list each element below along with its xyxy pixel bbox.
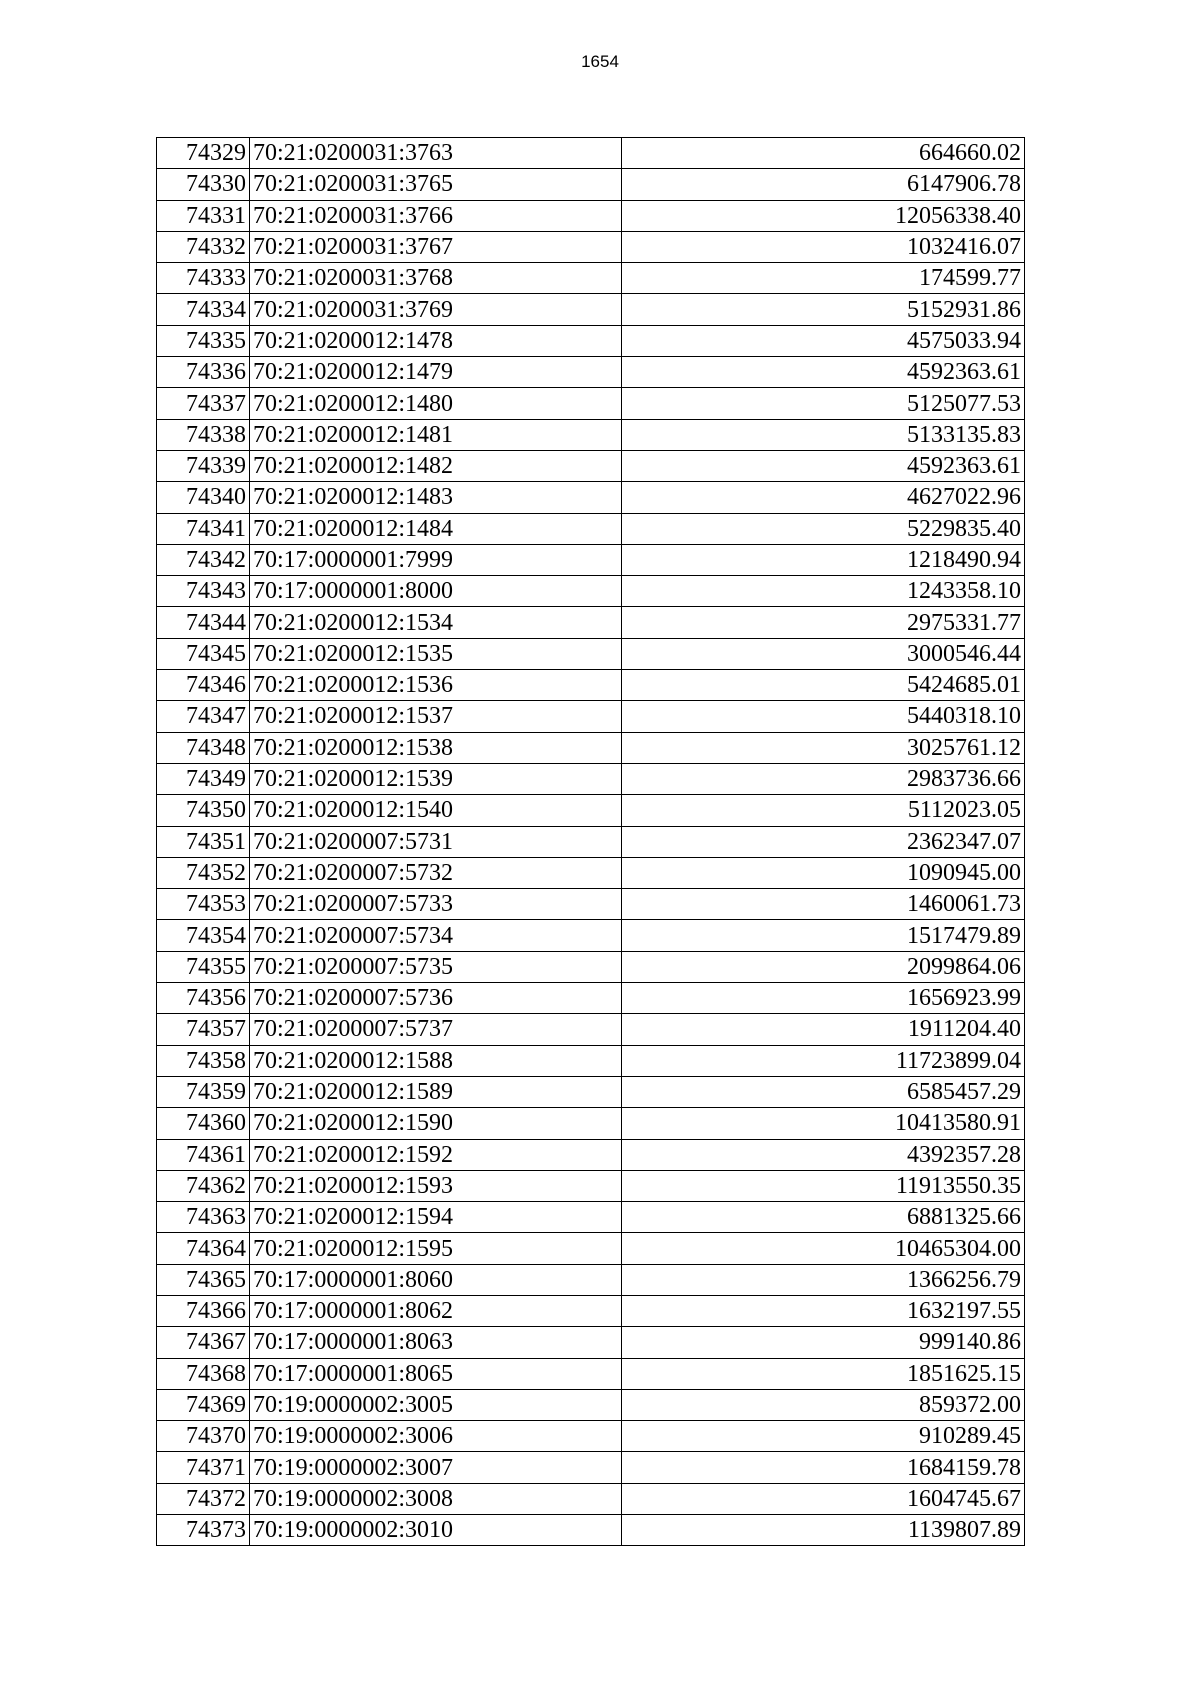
cadastral-number-cell: 70:21:0200012:1540 bbox=[250, 795, 622, 826]
cadastral-value-cell: 6881325.66 bbox=[622, 1202, 1025, 1233]
cadastral-value-cell: 1460061.73 bbox=[622, 889, 1025, 920]
cadastral-number-cell: 70:21:0200007:5731 bbox=[250, 826, 622, 857]
row-number-cell: 74329 bbox=[157, 138, 250, 169]
cadastral-number-cell: 70:21:0200012:1482 bbox=[250, 450, 622, 481]
row-number-cell: 74365 bbox=[157, 1264, 250, 1295]
row-number-cell: 74348 bbox=[157, 732, 250, 763]
cadastral-value-cell: 12056338.40 bbox=[622, 200, 1025, 231]
table-row bbox=[157, 388, 1025, 419]
cadastral-value-cell: 5133135.83 bbox=[622, 419, 1025, 450]
cadastral-value-cell: 1656923.99 bbox=[622, 983, 1025, 1014]
table-row bbox=[157, 1358, 1025, 1389]
cadastral-value-cell: 1684159.78 bbox=[622, 1452, 1025, 1483]
table-row bbox=[157, 1233, 1025, 1264]
cadastral-value-cell: 1517479.89 bbox=[622, 920, 1025, 951]
row-number-cell: 74373 bbox=[157, 1515, 250, 1546]
row-number-cell: 74345 bbox=[157, 638, 250, 669]
table-row bbox=[157, 951, 1025, 982]
table-row bbox=[157, 1076, 1025, 1107]
cadastral-value-cell: 4627022.96 bbox=[622, 482, 1025, 513]
row-number-cell: 74369 bbox=[157, 1389, 250, 1420]
row-number-cell: 74352 bbox=[157, 857, 250, 888]
table-row bbox=[157, 1014, 1025, 1045]
cadastral-value-cell: 1632197.55 bbox=[622, 1295, 1025, 1326]
row-number-cell: 74340 bbox=[157, 482, 250, 513]
row-number-cell: 74364 bbox=[157, 1233, 250, 1264]
table-row bbox=[157, 357, 1025, 388]
row-number-cell: 74346 bbox=[157, 670, 250, 701]
row-number-cell: 74341 bbox=[157, 513, 250, 544]
table-row bbox=[157, 576, 1025, 607]
cadastral-number-cell: 70:19:0000002:3008 bbox=[250, 1483, 622, 1514]
row-number-cell: 74333 bbox=[157, 263, 250, 294]
table-row bbox=[157, 1389, 1025, 1420]
cadastral-value-cell: 5152931.86 bbox=[622, 294, 1025, 325]
cadastral-number-cell: 70:19:0000002:3010 bbox=[250, 1515, 622, 1546]
table-row bbox=[157, 857, 1025, 888]
cadastral-value-table bbox=[156, 137, 1025, 1546]
cadastral-number-cell: 70:17:0000001:8062 bbox=[250, 1295, 622, 1326]
row-number-cell: 74335 bbox=[157, 325, 250, 356]
row-number-cell: 74331 bbox=[157, 200, 250, 231]
cadastral-number-cell: 70:21:0200031:3765 bbox=[250, 169, 622, 200]
table-row bbox=[157, 513, 1025, 544]
table-row bbox=[157, 1139, 1025, 1170]
row-number-cell: 74332 bbox=[157, 231, 250, 262]
row-number-cell: 74351 bbox=[157, 826, 250, 857]
cadastral-number-cell: 70:17:0000001:8063 bbox=[250, 1327, 622, 1358]
cadastral-number-cell: 70:21:0200012:1483 bbox=[250, 482, 622, 513]
row-number-cell: 74353 bbox=[157, 889, 250, 920]
cadastral-number-cell: 70:21:0200012:1595 bbox=[250, 1233, 622, 1264]
cadastral-number-cell: 70:19:0000002:3007 bbox=[250, 1452, 622, 1483]
cadastral-value-cell: 2362347.07 bbox=[622, 826, 1025, 857]
table-row bbox=[157, 200, 1025, 231]
row-number-cell: 74330 bbox=[157, 169, 250, 200]
cadastral-value-cell: 1604745.67 bbox=[622, 1483, 1025, 1514]
cadastral-number-cell: 70:21:0200007:5734 bbox=[250, 920, 622, 951]
page-number: 1654 bbox=[581, 52, 619, 71]
cadastral-number-cell: 70:21:0200031:3768 bbox=[250, 263, 622, 294]
table-row bbox=[157, 325, 1025, 356]
row-number-cell: 74354 bbox=[157, 920, 250, 951]
cadastral-number-cell: 70:21:0200031:3769 bbox=[250, 294, 622, 325]
cadastral-value-cell: 6147906.78 bbox=[622, 169, 1025, 200]
cadastral-value-cell: 664660.02 bbox=[622, 138, 1025, 169]
table-row bbox=[157, 607, 1025, 638]
cadastral-value-cell: 174599.77 bbox=[622, 263, 1025, 294]
cadastral-value-cell: 10465304.00 bbox=[622, 1233, 1025, 1264]
table-row bbox=[157, 1421, 1025, 1452]
table-row bbox=[157, 763, 1025, 794]
table-row bbox=[157, 169, 1025, 200]
cadastral-value-cell: 3025761.12 bbox=[622, 732, 1025, 763]
cadastral-value-cell: 1366256.79 bbox=[622, 1264, 1025, 1295]
cadastral-number-cell: 70:17:0000001:8065 bbox=[250, 1358, 622, 1389]
cadastral-value-cell: 11723899.04 bbox=[622, 1045, 1025, 1076]
row-number-cell: 74363 bbox=[157, 1202, 250, 1233]
row-number-cell: 74368 bbox=[157, 1358, 250, 1389]
row-number-cell: 74370 bbox=[157, 1421, 250, 1452]
cadastral-value-cell: 1243358.10 bbox=[622, 576, 1025, 607]
cadastral-value-cell: 1032416.07 bbox=[622, 231, 1025, 262]
cadastral-number-cell: 70:17:0000001:8060 bbox=[250, 1264, 622, 1295]
row-number-cell: 74350 bbox=[157, 795, 250, 826]
row-number-cell: 74334 bbox=[157, 294, 250, 325]
row-number-cell: 74355 bbox=[157, 951, 250, 982]
table-row bbox=[157, 1264, 1025, 1295]
cadastral-value-cell: 4592363.61 bbox=[622, 450, 1025, 481]
table-row bbox=[157, 1108, 1025, 1139]
cadastral-number-cell: 70:21:0200031:3766 bbox=[250, 200, 622, 231]
cadastral-number-cell: 70:21:0200012:1539 bbox=[250, 763, 622, 794]
table-row bbox=[157, 701, 1025, 732]
row-number-cell: 74360 bbox=[157, 1108, 250, 1139]
cadastral-number-cell: 70:21:0200012:1481 bbox=[250, 419, 622, 450]
cadastral-value-cell: 6585457.29 bbox=[622, 1076, 1025, 1107]
cadastral-value-cell: 4592363.61 bbox=[622, 357, 1025, 388]
cadastral-number-cell: 70:21:0200007:5733 bbox=[250, 889, 622, 920]
row-number-cell: 74339 bbox=[157, 450, 250, 481]
table-row bbox=[157, 1515, 1025, 1546]
table-row bbox=[157, 638, 1025, 669]
cadastral-number-cell: 70:19:0000002:3006 bbox=[250, 1421, 622, 1452]
cadastral-number-cell: 70:21:0200012:1484 bbox=[250, 513, 622, 544]
table-row bbox=[157, 419, 1025, 450]
row-number-cell: 74362 bbox=[157, 1170, 250, 1201]
cadastral-number-cell: 70:17:0000001:8000 bbox=[250, 576, 622, 607]
cadastral-number-cell: 70:21:0200007:5732 bbox=[250, 857, 622, 888]
cadastral-number-cell: 70:21:0200012:1536 bbox=[250, 670, 622, 701]
cadastral-value-cell: 859372.00 bbox=[622, 1389, 1025, 1420]
row-number-cell: 74338 bbox=[157, 419, 250, 450]
cadastral-number-cell: 70:21:0200012:1593 bbox=[250, 1170, 622, 1201]
cadastral-value-cell: 5125077.53 bbox=[622, 388, 1025, 419]
row-number-cell: 74357 bbox=[157, 1014, 250, 1045]
row-number-cell: 74367 bbox=[157, 1327, 250, 1358]
table-row bbox=[157, 732, 1025, 763]
cadastral-value-cell: 2983736.66 bbox=[622, 763, 1025, 794]
row-number-cell: 74366 bbox=[157, 1295, 250, 1326]
table-row bbox=[157, 263, 1025, 294]
row-number-cell: 74336 bbox=[157, 357, 250, 388]
cadastral-value-cell: 1139807.89 bbox=[622, 1515, 1025, 1546]
table-row bbox=[157, 983, 1025, 1014]
cadastral-value-cell: 1911204.40 bbox=[622, 1014, 1025, 1045]
table-row bbox=[157, 1170, 1025, 1201]
cadastral-number-cell: 70:21:0200031:3763 bbox=[250, 138, 622, 169]
cadastral-value-cell: 2975331.77 bbox=[622, 607, 1025, 638]
cadastral-value-cell: 4392357.28 bbox=[622, 1139, 1025, 1170]
table-row bbox=[157, 544, 1025, 575]
table-row bbox=[157, 482, 1025, 513]
row-number-cell: 74344 bbox=[157, 607, 250, 638]
cadastral-value-cell: 5229835.40 bbox=[622, 513, 1025, 544]
row-number-cell: 74337 bbox=[157, 388, 250, 419]
cadastral-number-cell: 70:21:0200007:5735 bbox=[250, 951, 622, 982]
table-row bbox=[157, 670, 1025, 701]
row-number-cell: 74343 bbox=[157, 576, 250, 607]
table-row bbox=[157, 1327, 1025, 1358]
cadastral-value-cell: 3000546.44 bbox=[622, 638, 1025, 669]
table-row bbox=[157, 294, 1025, 325]
cadastral-number-cell: 70:21:0200012:1590 bbox=[250, 1108, 622, 1139]
cadastral-value-cell: 1218490.94 bbox=[622, 544, 1025, 575]
cadastral-number-cell: 70:21:0200012:1588 bbox=[250, 1045, 622, 1076]
table-row bbox=[157, 795, 1025, 826]
table-row bbox=[157, 1295, 1025, 1326]
cadastral-value-cell: 5424685.01 bbox=[622, 670, 1025, 701]
table-row bbox=[157, 231, 1025, 262]
cadastral-value-cell: 910289.45 bbox=[622, 1421, 1025, 1452]
cadastral-value-cell: 10413580.91 bbox=[622, 1108, 1025, 1139]
table-row bbox=[157, 450, 1025, 481]
table-row bbox=[157, 138, 1025, 169]
cadastral-number-cell: 70:17:0000001:7999 bbox=[250, 544, 622, 575]
cadastral-number-cell: 70:21:0200012:1589 bbox=[250, 1076, 622, 1107]
row-number-cell: 74361 bbox=[157, 1139, 250, 1170]
cadastral-value-cell: 11913550.35 bbox=[622, 1170, 1025, 1201]
cadastral-value-cell: 5112023.05 bbox=[622, 795, 1025, 826]
cadastral-number-cell: 70:21:0200012:1479 bbox=[250, 357, 622, 388]
cadastral-number-cell: 70:21:0200012:1594 bbox=[250, 1202, 622, 1233]
table-body bbox=[157, 138, 1025, 1546]
row-number-cell: 74342 bbox=[157, 544, 250, 575]
cadastral-value-cell: 1090945.00 bbox=[622, 857, 1025, 888]
cadastral-value-cell: 2099864.06 bbox=[622, 951, 1025, 982]
cadastral-number-cell: 70:21:0200012:1537 bbox=[250, 701, 622, 732]
cadastral-number-cell: 70:21:0200031:3767 bbox=[250, 231, 622, 262]
row-number-cell: 74372 bbox=[157, 1483, 250, 1514]
table-row bbox=[157, 920, 1025, 951]
cadastral-number-cell: 70:21:0200012:1538 bbox=[250, 732, 622, 763]
table-row bbox=[157, 1045, 1025, 1076]
row-number-cell: 74349 bbox=[157, 763, 250, 794]
cadastral-value-cell: 5440318.10 bbox=[622, 701, 1025, 732]
table-row bbox=[157, 1202, 1025, 1233]
row-number-cell: 74347 bbox=[157, 701, 250, 732]
cadastral-number-cell: 70:21:0200012:1535 bbox=[250, 638, 622, 669]
cadastral-number-cell: 70:21:0200012:1478 bbox=[250, 325, 622, 356]
cadastral-number-cell: 70:19:0000002:3005 bbox=[250, 1389, 622, 1420]
table-row bbox=[157, 1483, 1025, 1514]
cadastral-number-cell: 70:21:0200012:1534 bbox=[250, 607, 622, 638]
table-row bbox=[157, 889, 1025, 920]
cadastral-number-cell: 70:21:0200007:5736 bbox=[250, 983, 622, 1014]
cadastral-number-cell: 70:21:0200007:5737 bbox=[250, 1014, 622, 1045]
row-number-cell: 74358 bbox=[157, 1045, 250, 1076]
row-number-cell: 74359 bbox=[157, 1076, 250, 1107]
table-row bbox=[157, 826, 1025, 857]
row-number-cell: 74356 bbox=[157, 983, 250, 1014]
row-number-cell: 74371 bbox=[157, 1452, 250, 1483]
table-row bbox=[157, 1452, 1025, 1483]
cadastral-value-cell: 4575033.94 bbox=[622, 325, 1025, 356]
cadastral-value-cell: 999140.86 bbox=[622, 1327, 1025, 1358]
cadastral-number-cell: 70:21:0200012:1592 bbox=[250, 1139, 622, 1170]
cadastral-value-cell: 1851625.15 bbox=[622, 1358, 1025, 1389]
cadastral-number-cell: 70:21:0200012:1480 bbox=[250, 388, 622, 419]
